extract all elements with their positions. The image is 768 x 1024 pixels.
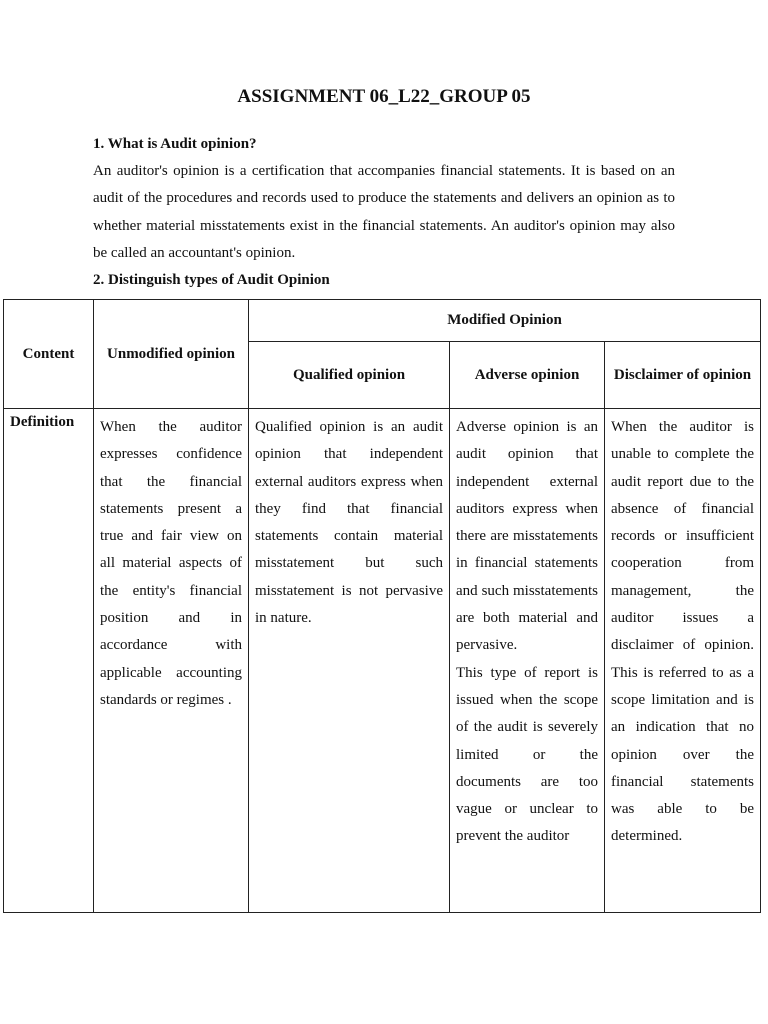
cell-adverse-definition	[450, 409, 605, 913]
adverse-paragraph-2: This type of report is issued when the scope of the audit is severely limited or the documents are too vague or unclear to prevent the auditor	[456, 664, 598, 845]
adverse-paragraph-1: Adverse opinion is an audit opinion that independent external auditors express when there are misstatements in financial statements and such misstatements are both material and pervasive.	[456, 419, 598, 654]
row-label-definition: Definition	[4, 409, 94, 913]
cell-qualified-definition: Qualified opinion is an audit opinion that independent external auditors express when they find that financial statements contain material misstatement but such misstatement is not pervasive in nature.	[249, 409, 450, 913]
header-adverse: Adverse opinion	[450, 342, 605, 409]
header-unmodified: Unmodified opinion	[94, 300, 249, 409]
cell-disclaimer-definition: When the auditor is unable to complete the audit report due to the absence of financial records or insufficient cooperation from management, the auditor issues a disclaimer of opinion. This is referred to as a scope limitation and is an indication that no opinion over the financial statements was able to be determined.	[605, 409, 761, 913]
header-modified-opinion: Modified Opinion	[249, 300, 761, 342]
header-disclaimer: Disclaimer of opinion	[605, 342, 761, 409]
section-heading-audit-opinion: 1. What is Audit opinion?	[93, 136, 257, 152]
section-heading-types: 2. Distinguish types of Audit Opinion	[93, 272, 330, 288]
table-row	[4, 409, 761, 913]
intro-paragraph: An auditor's opinion is a certification that accompanies financial statements. It is based on an audit of the procedures and records used to produce the statements and delivers an opinion as to whether material misstatements exist in the financial statements. An auditor's opinion may also be called an accountant's opinion.	[93, 163, 675, 261]
header-content: Content	[4, 300, 94, 409]
audit-opinion-table	[3, 299, 761, 913]
header-qualified: Qualified opinion	[249, 342, 450, 409]
cell-unmodified-definition: When the auditor expresses confidence that the financial statements present a true and fair view on all material aspects of the entity's financial position and in accordance with applicable accounting standards or regimes .	[94, 409, 249, 913]
document-title: ASSIGNMENT 06_L22_GROUP 05	[237, 86, 531, 107]
